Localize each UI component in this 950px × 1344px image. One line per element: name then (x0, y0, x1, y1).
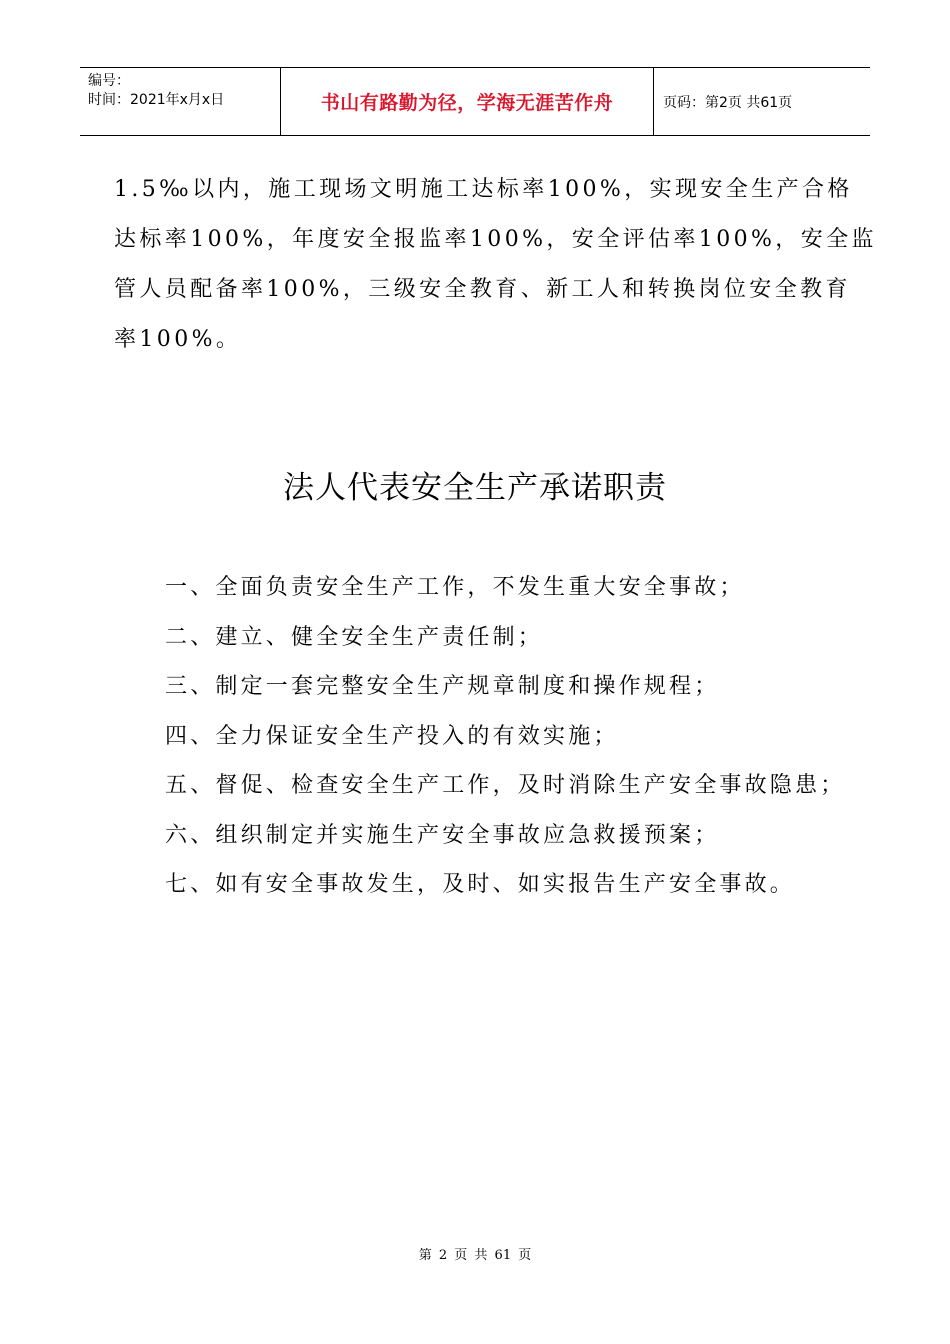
duty-item: 三、制定一套完整安全生产规章制度和操作规程； (165, 674, 720, 699)
duty-item: 六、组织制定并实施生产安全事故应急救援预案； (165, 822, 720, 848)
duty-list (165, 563, 855, 910)
page-footer: 第 2 页 共 61 页 (418, 1248, 532, 1263)
header-motto: 书山有路勤为径，学海无涯苦作舟 (281, 68, 654, 135)
body-paragraph (114, 165, 877, 365)
header-page-info: 页码：第2页 共61页 (663, 94, 793, 111)
duty-item: 一、全面负责安全生产工作，不发生重大安全事故； (165, 575, 745, 600)
header-meta (80, 68, 281, 135)
duty-item: 二、建立、健全安全生产责任制； (165, 624, 544, 650)
document-number-label: 编号： (88, 73, 130, 89)
section-title: 法人代表安全生产承诺职责 (283, 470, 667, 506)
duty-item: 七、如有安全事故发生，及时、如实报告生产安全事故。 (165, 872, 796, 897)
body-line: 达标率100%，年度安全报监率100%，安全评估率100%，安全监 (114, 227, 877, 252)
page-header (80, 67, 870, 136)
body-line: 1.5‰以内，施工现场文明施工达标率100%，实现安全生产合格 (114, 177, 853, 202)
document-date-label: 时间：2021年x月x日 (88, 92, 225, 108)
duty-item: 五、督促、检查安全生产工作，及时消除生产安全事故隐患； (165, 773, 846, 798)
body-line: 管人员配备率100%，三级安全教育、新工人和转换岗位安全教育 (114, 277, 851, 302)
duty-item: 四、全力保证安全生产投入的有效实施； (165, 723, 619, 749)
body-line: 率100%。 (114, 327, 242, 352)
